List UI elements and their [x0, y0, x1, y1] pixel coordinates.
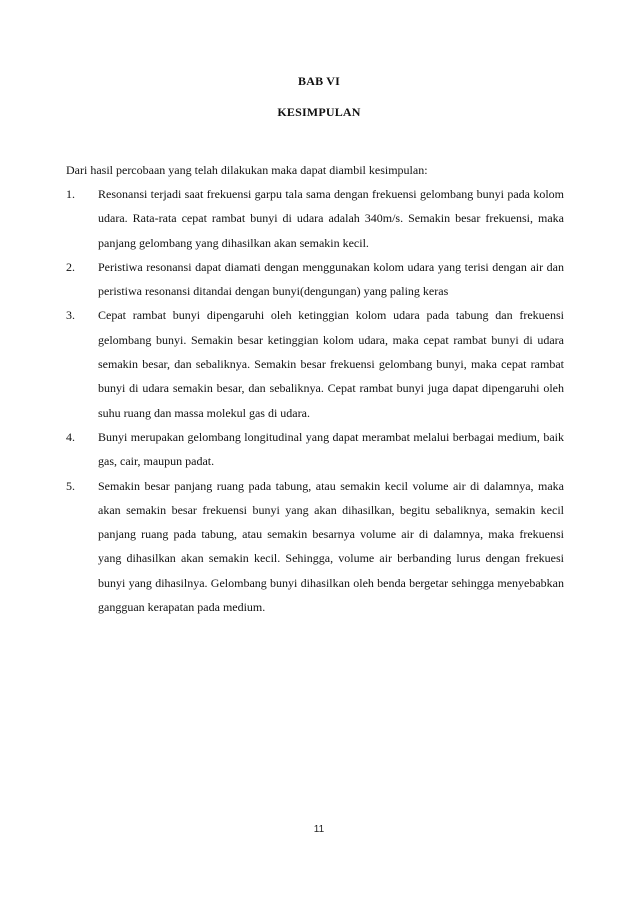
list-item-number: 3. — [66, 308, 75, 323]
list-item — [66, 425, 564, 474]
page-title: KESIMPULAN — [277, 105, 361, 119]
list-item-text: Cepat rambat bunyi dipengaruhi oleh ketinggian kolom udara pada tabung dan frekuensi gelombang bunyi. Semakin besar ketinggian kolom udara, maka cepat rambat bunyi di udara semakin besar, dan sebaliknya. Semakin besar frekuensi gelombang bunyi, maka cepat rambat bunyi di udara semakin besar, dan sebaliknya. Cepat rambat bunyi juga dapat dipengaruhi oleh suhu ruang dan massa molekul gas di udara. — [98, 308, 564, 420]
list-item — [66, 474, 564, 620]
list-item — [66, 255, 564, 304]
list-item-text: Peristiwa resonansi dapat diamati dengan menggunakan kolom udara yang terisi dengan air dan peristiwa resonansi ditandai dengan bunyi(dengungan) yang paling keras — [98, 259, 564, 299]
conclusion-list — [66, 182, 564, 619]
list-item — [66, 182, 564, 255]
chapter-heading: BAB VI — [298, 74, 340, 88]
list-item — [66, 303, 564, 424]
intro-paragraph: Dari hasil percobaan yang telah dilakukan maka dapat diambil kesimpulan: — [66, 163, 428, 177]
list-item-number: 2. — [66, 259, 75, 274]
list-item-text: Resonansi terjadi saat frekuensi garpu tala sama dengan frekuensi gelombang bunyi pada kolom udara. Rata-rata cepat rambat bunyi di udara adalah 340m/s. Semakin besar frekuensi, maka panjang gelombang yang dihasilkan akan semakin kecil. — [98, 187, 564, 250]
list-item-text: Semakin besar panjang ruang pada tabung, atau semakin kecil volume air di dalamnya, maka akan semakin besar frekuensi bunyi yang akan dihasilkan, begitu sebaliknya, semakin kecil panjang ruang pada tabung, atau semakin besarnya volume air di dalamnya, maka frekuensi yang dihasilkan akan semakin kecil. Sehingga, volume air berbanding lurus dengan frekuesi bunyi yang dihasilnya. Gelombang bunyi dihasilkan oleh benda bergetar sehingga menyebabkan gangguan kerapatan pada medium. — [98, 478, 564, 615]
page-number: 11 — [313, 824, 325, 835]
list-item-number: 1. — [66, 187, 75, 201]
list-item-text: Bunyi merupakan gelombang longitudinal yang dapat merambat melalui berbagai medium, baik gas, cair, maupun padat. — [98, 429, 564, 469]
list-item-number: 4. — [66, 429, 75, 444]
list-item-number: 5. — [66, 478, 75, 493]
